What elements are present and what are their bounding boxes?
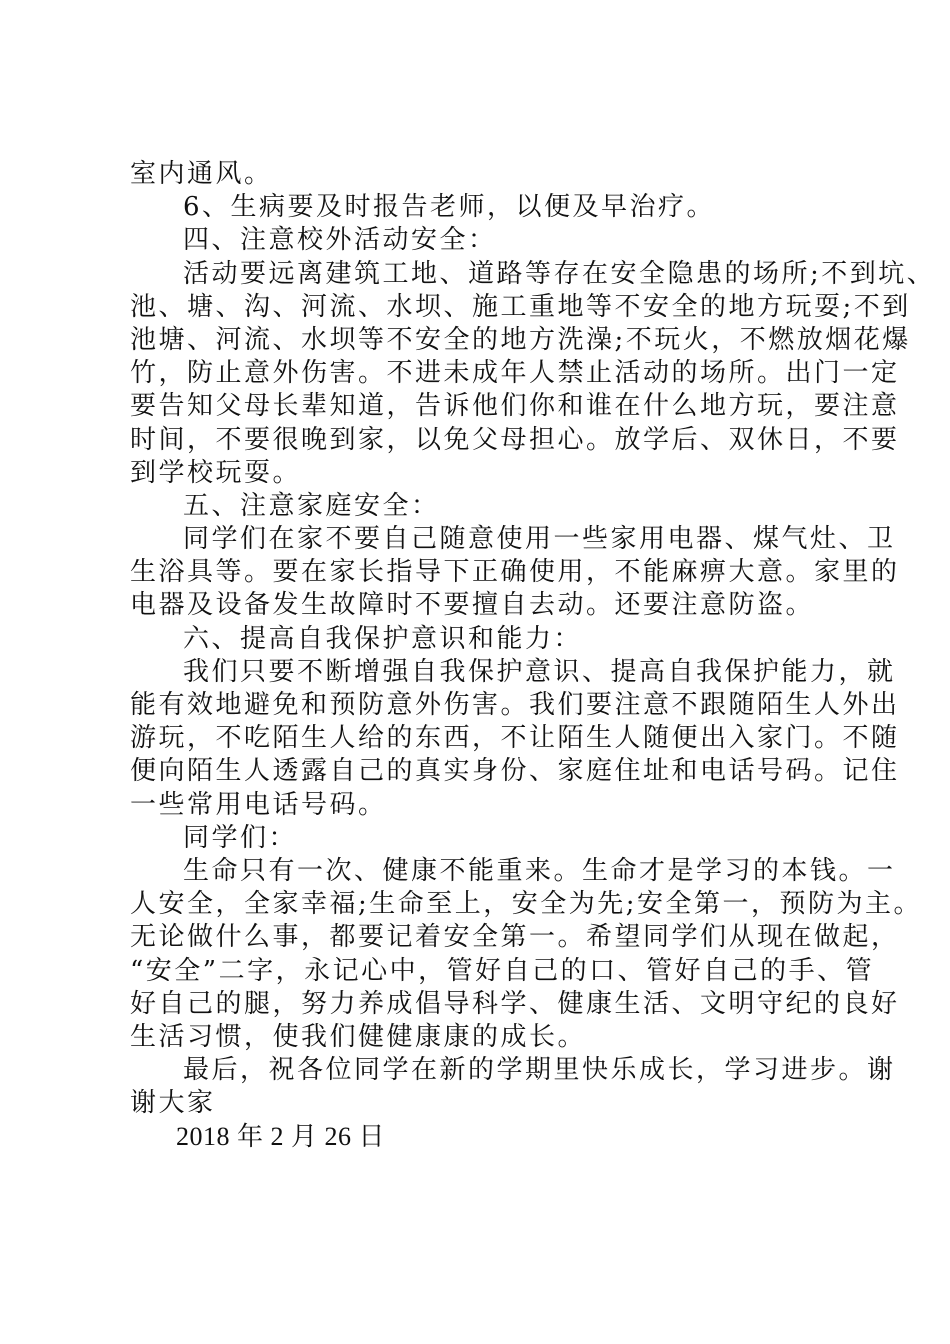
text-line: 最后，祝各位同学在新的学期里快乐成长，学习进步。谢	[183, 1055, 896, 1086]
document-date: 2018 年 2 月 26 日	[176, 1122, 386, 1152]
text-line: 生浴具等。要在家长指导下正确使用，不能麻痹大意。家里的	[130, 557, 900, 588]
text-line: 时间，不要很晚到家，以免父母担心。放学后、双休日，不要	[130, 424, 900, 455]
text-line: 无论做什么事，都要记着安全第一。希望同学们从现在做起，	[130, 922, 900, 953]
document-body	[130, 158, 936, 1154]
text-line: 竹，防止意外伤害。不进未成年人禁止活动的场所。出门一定	[130, 358, 900, 389]
text-line: 生活习惯，使我们健健康康的成长。	[130, 1021, 587, 1052]
text-line: 要告知父母长辈知道，告诉他们你和谁在什么地方玩，要注意	[130, 391, 900, 422]
text-line: “安全”二字，永记心中，管好自己的口、管好自己的手、管	[130, 955, 875, 986]
text-line: 能有效地避免和预防意外伤害。我们要注意不跟随陌生人外出	[130, 690, 900, 720]
text-line: 池塘、河流、水坝等不安全的地方洗澡;不玩火，不燃放烟花爆	[130, 324, 911, 355]
text-line: 好自己的腿，努力养成倡导科学、健康生活、文明守纪的良好	[130, 988, 900, 1019]
salutation: 同学们：	[183, 822, 298, 853]
section-heading: 四、注意校外活动安全：	[183, 225, 497, 256]
text-line: 人安全，全家幸福;生命至上，安全为先;安全第一，预防为主。	[130, 889, 923, 920]
text-line: 池、塘、沟、河流、水坝、施工重地等不安全的地方玩耍;不到	[130, 291, 911, 322]
text-line: 便向陌生人透露自己的真实身份、家庭住址和电话号码。记住	[130, 756, 900, 787]
text-line: 一些常用电话号码。	[130, 789, 387, 820]
text-line: 游玩，不吃陌生人给的东西，不让陌生人随便出入家门。不随	[130, 723, 900, 754]
text-line: 谢大家	[130, 1088, 216, 1119]
section-heading: 六、提高自我保护意识和能力：	[183, 623, 583, 654]
text-line: 我们只要不断增强自我保护意识、提高自我保护能力，就	[183, 656, 896, 687]
text-line: 电器及设备发生故障时不要擅自去动。还要注意防盗。	[130, 590, 815, 621]
text-line: 同学们在家不要自己随意使用一些家用电器、煤气灶、卫	[183, 524, 896, 555]
text-line: 室内通风。	[130, 159, 273, 189]
text-line: 6、生病要及时报告老师，以便及早治疗。	[183, 192, 716, 223]
text-line: 到学校玩耍。	[130, 457, 302, 488]
text-line: 活动要远离建筑工地、道路等存在安全隐患的场所;不到坑、	[183, 258, 936, 289]
section-heading: 五、注意家庭安全：	[183, 490, 440, 521]
text-line: 生命只有一次、健康不能重来。生命才是学习的本钱。一	[183, 855, 896, 886]
